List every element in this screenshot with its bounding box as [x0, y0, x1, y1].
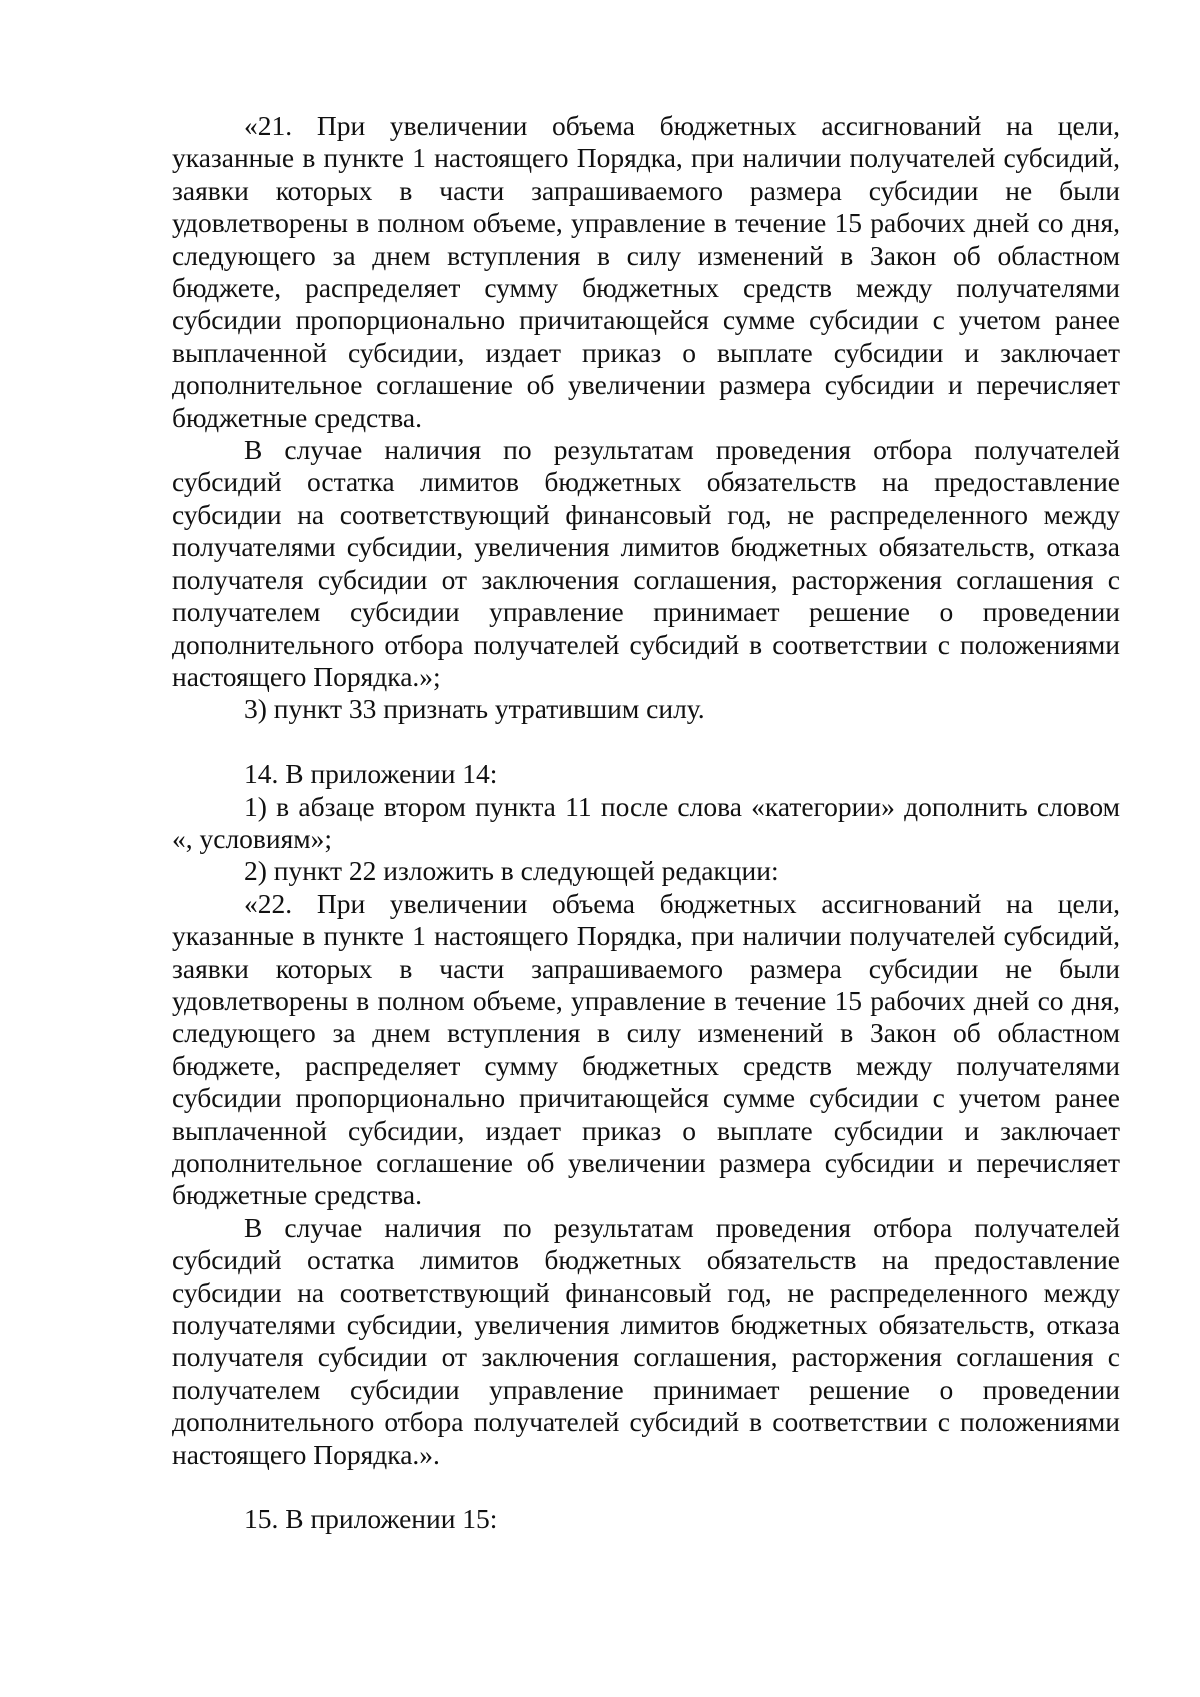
paragraph-item-3: 3) пункт 33 признать утратившим силу. [244, 693, 705, 725]
paragraph-21-additional: В случае наличия по результатам проведения отбора получателей субсидий остатка лимитов бюджетных обязательств на предоставление субсидии на соответствующий финансовый год, не распределенного между получателями субсидии, увеличения лимитов бюджетных обязательств, отказа получателя субсидии от заключения соглашения, расторжения соглашения с получателем субсидии управление принимает решение о проведении дополнительного отбора получателей субсидий в соответствии с положениями настоящего Порядка.»; [172, 434, 1120, 692]
paragraph-item-2: 2) пункт 22 изложить в следующей редакции: [244, 855, 779, 887]
paragraph-21-main: «21. При увеличении объема бюджетных ассигнований на цели, указанные в пункте 1 настоящего Порядка, при наличии получателей субсидий, заявки которых в части запрашиваемого размера субсидии не были удовлетворены в полном объеме, управление в течение 15 рабочих дней со дня, следующего за днем вступления в силу изменений в Закон об областном бюджете, распределяет сумму бюджетных средств между получателями субсидии пропорционально причитающейся сумме субсидии с учетом ранее выплаченной субсидии, издает приказ о выплате субсидии и заключает дополнительное соглашение об увеличении размера субсидии и перечисляет бюджетные средства. [172, 110, 1120, 433]
section-spacer [172, 726, 1120, 758]
section-heading-14: 14. В приложении 14: [244, 758, 498, 790]
paragraph-item-1: 1) в абзаце втором пункта 11 после слова «категории» дополнить словом «, условиям»; [172, 790, 1120, 854]
section-heading-15: 15. В приложении 15: [244, 1503, 498, 1535]
paragraph-22-main: «22. При увеличении объема бюджетных ассигнований на цели, указанные в пункте 1 настоящего Порядка, при наличии получателей субсидий, заявки которых в части запрашиваемого размера субсидии не были удовлетворены в полном объеме, управление в течение 15 рабочих дней со дня, следующего за днем вступления в силу изменений в Закон об областном бюджете, распределяет сумму бюджетных средств между получателями субсидии пропорционально причитающейся сумме субсидии с учетом ранее выплаченной субсидии, издает приказ о выплате субсидии и заключает дополнительное соглашение об увеличении размера субсидии и перечисляет бюджетные средства. [172, 887, 1120, 1211]
paragraph-22-additional: В случае наличия по результатам проведения отбора получателей субсидий остатка лимитов бюджетных обязательств на предоставление субсидии на соответствующий финансовый год, не распределенного между получателями субсидии, увеличения лимитов бюджетных обязательств, отказа получателя субсидии от заключения соглашения, расторжения соглашения с получателем субсидии управление принимает решение о проведении дополнительного отбора получателей субсидий в соответствии с положениями настоящего Порядка.». [172, 1211, 1120, 1470]
document-page [172, 110, 1120, 1536]
section-spacer [172, 1471, 1120, 1503]
